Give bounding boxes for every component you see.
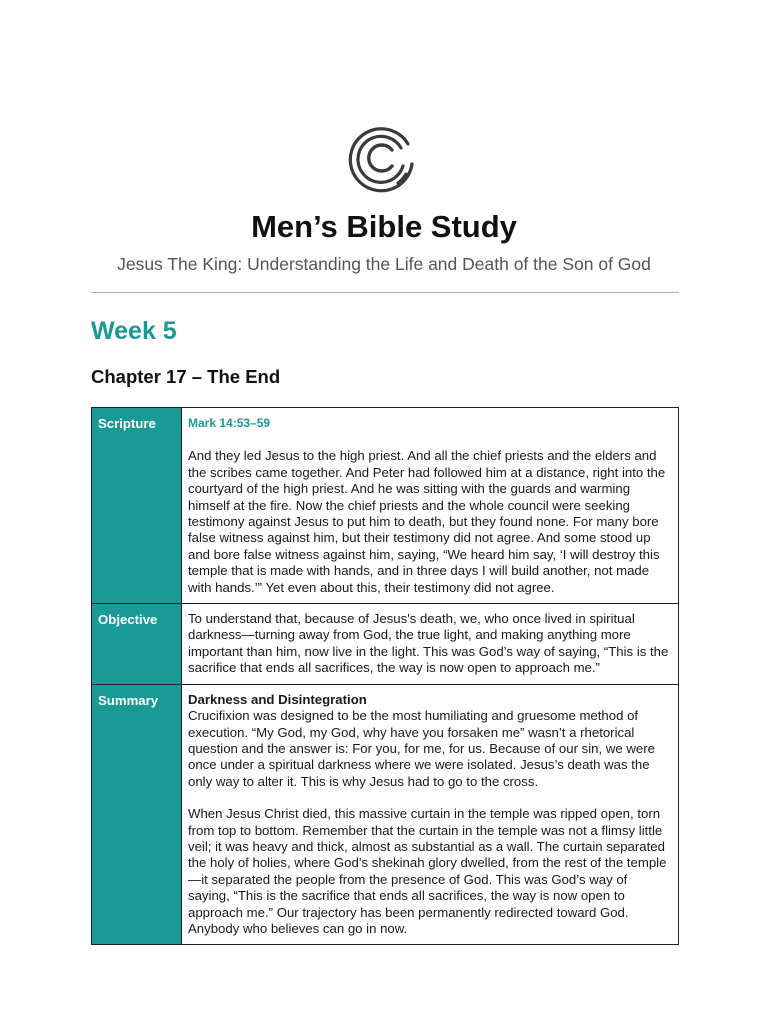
church-circle-logo-icon — [346, 122, 418, 194]
week-heading: Week 5 — [91, 317, 177, 345]
summary-label-cell — [92, 684, 182, 945]
objective-label-cell — [92, 604, 182, 685]
scripture-reference: Mark 14:53–59 — [188, 416, 271, 430]
scripture-label-cell — [92, 408, 182, 604]
summary-label: Summary — [98, 692, 159, 708]
objective-content-cell — [182, 604, 679, 685]
scripture-text: And they led Jesus to the high priest. And all the chief priests and the elders and the scribes came together. And Peter had followed him at a distance, right into the courtyard of the high priest. And he was sitting with the guards and warming himself at the fire. Now the chief priests and the whole council were seeking testimony against Jesus to put him to death, but they found none. For many bore false witness against him, but their testimony did not agree. And some stood up and bore false witness against him, saying, “We heard him say, ‘I will destroy this temple that is made with hands, and in three days I will build another, not made with hands.’” Yet even about this, their testimony did not agree. — [188, 448, 666, 595]
chapter-heading: Chapter 17 – The End — [91, 366, 281, 387]
scripture-label: Scripture — [98, 416, 156, 431]
table-row-scripture — [92, 408, 679, 604]
scripture-content-cell — [182, 408, 679, 604]
objective-text: To understand that, because of Jesus's death, we, who once lived in spiritual darkness—turning away from God, the true light, and making anything more important than him, now live in the light. This was God’s way of saying, “This is the sacrifice that ends all sacrifices, the way is now open to approach me.” — [188, 611, 669, 676]
summary-heading: Darkness and Disintegration — [188, 691, 367, 707]
page-title: Men’s Bible Study — [251, 209, 517, 244]
table-row-summary — [92, 684, 679, 945]
table-row-objective — [92, 604, 679, 685]
summary-content-cell — [182, 684, 679, 945]
header-divider — [91, 292, 679, 293]
study-table — [91, 407, 679, 945]
page-subtitle: Jesus The King: Understanding the Life and Death of the Son of God — [117, 254, 651, 274]
summary-paragraph-2: When Jesus Christ died, this massive curtain in the temple was ripped open, torn from top to bottom. Remember that the curtain in the temple was not a flimsy little veil; it was heavy and thick, almost as substantial as a wall. The curtain separated the holy of holies, where God’s shekinah glory dwelled, from the rest of the temple—it separated the people from the presence of God. This was God’s way of saying, “This is the sacrifice that ends all sacrifices, the way is now open to approach me.” Our trajectory has been permanently redirected toward God. Anybody who believes can go in now. — [188, 806, 667, 936]
summary-paragraph-1: Crucifixion was designed to be the most humiliating and gruesome method of execution. “My God, my God, why have you forsaken me” wasn’t a rhetorical question and the answer is: For you, for me, for us. Because of our sin, we were once under a spiritual darkness where we were isolated. Jesus’s death was the only way to alter it. This is why Jesus had to go to the cross. — [188, 708, 655, 789]
objective-label: Objective — [98, 612, 158, 628]
